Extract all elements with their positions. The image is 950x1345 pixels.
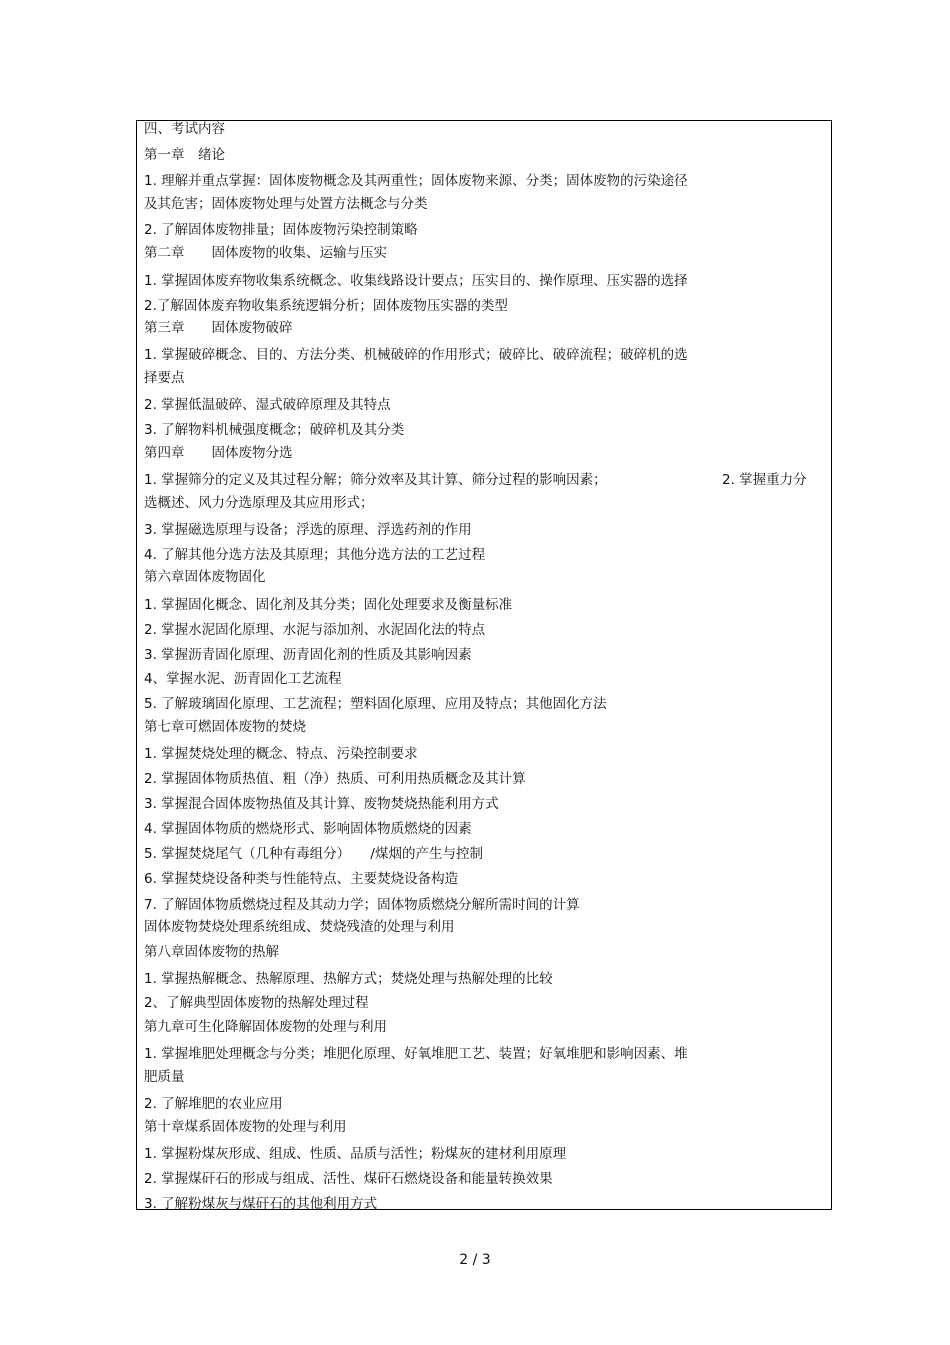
chapter-3-title: 第三章 固体废物破碎: [144, 320, 293, 336]
chapter-7-item-4: 4. 掌握固体物质的燃烧形式、影响固体物质燃烧的因素: [144, 821, 472, 837]
chapter-9-title: 第九章可生化降解固体废物的处理与利用: [144, 1019, 387, 1035]
chapter-4-item-3: 3. 掌握磁选原理与设备；浮选的原理、浮选药剂的作用: [144, 522, 472, 538]
chapter-4-item-2-cont: 选概述、风力分选原理及其应用形式；: [144, 495, 374, 511]
chapter-9-item-2: 2. 了解堆肥的农业应用: [144, 1096, 283, 1112]
chapter-2-title: 第二章 固体废物的收集、运输与压实: [144, 245, 387, 261]
chapter-1-item-1: 1. 理解并重点掌握：固体废物概念及其两重性；固体废物来源、分类；固体废物的污染途径: [144, 173, 688, 189]
chapter-7-item-7-cont: 固体废物焚烧处理系统组成、焚烧残渣的处理与利用: [144, 919, 455, 935]
chapter-7-item-1: 1. 掌握焚烧处理的概念、特点、污染控制要求: [144, 746, 418, 762]
chapter-8-item-2: 2、了解典型固体废物的热解处理过程: [144, 995, 369, 1011]
chapter-4-item-2-start: 2. 掌握重力分: [722, 472, 807, 488]
chapter-6-item-3: 3. 掌握沥青固化原理、沥青固化剂的性质及其影响因素: [144, 647, 472, 663]
chapter-7-item-5: 5. 掌握焚烧尾气（几种有毒组分） /煤烟的产生与控制: [144, 846, 483, 862]
page-number: 2 / 3: [459, 1252, 491, 1268]
chapter-2-item-1: 1. 掌握固体废弃物收集系统概念、收集线路设计要点；压实目的、操作原理、压实器的选择: [144, 273, 688, 289]
section-title: 四、考试内容: [144, 121, 225, 137]
chapter-7-item-7: 7. 了解固体物质燃烧过程及其动力学；固体物质燃烧分解所需时间的计算: [144, 897, 580, 913]
chapter-9-item-1: 1. 掌握堆肥处理概念与分类；堆肥化原理、好氧堆肥工艺、装置；好氧堆肥和影响因素、堆: [144, 1046, 688, 1062]
chapter-7-item-3: 3. 掌握混合固体废物热值及其计算、废物焚烧热能利用方式: [144, 796, 499, 812]
chapter-9-item-1-cont: 肥质量: [144, 1069, 185, 1085]
chapter-4-title: 第四章 固体废物分选: [144, 445, 293, 461]
chapter-4-item-1: 1. 掌握筛分的定义及其过程分解；筛分效率及其计算、筛分过程的影响因素；: [144, 472, 607, 488]
chapter-4-item-4: 4. 了解其他分选方法及其原理；其他分选方法的工艺过程: [144, 547, 486, 563]
chapter-1-item-1-cont: 及其危害；固体废物处理与处置方法概念与分类: [144, 196, 428, 212]
chapter-7-item-2: 2. 掌握固体物质热值、粗（净）热质、可利用热质概念及其计算: [144, 771, 526, 787]
chapter-6-title: 第六章固体废物固化: [144, 569, 266, 585]
chapter-8-item-1: 1. 掌握热解概念、热解原理、热解方式；焚烧处理与热解处理的比较: [144, 971, 553, 987]
chapter-7-item-6: 6. 掌握焚烧设备种类与性能特点、主要焚烧设备构造: [144, 871, 459, 887]
chapter-10-item-3: 3. 了解粉煤灰与煤矸石的其他利用方式: [144, 1196, 378, 1212]
chapter-8-title: 第八章固体废物的热解: [144, 944, 279, 960]
chapter-1-item-2: 2. 了解固体废物排量；固体废物污染控制策略: [144, 222, 418, 238]
chapter-3-item-3: 3. 了解物料机械强度概念；破碎机及其分类: [144, 422, 405, 438]
chapter-6-item-1: 1. 掌握固化概念、固化剂及其分类；固化处理要求及衡量标准: [144, 597, 513, 613]
chapter-3-item-1: 1. 掌握破碎概念、目的、方法分类、机械破碎的作用形式；破碎比、破碎流程；破碎机的选: [144, 347, 688, 363]
chapter-10-title: 第十章煤系固体废物的处理与利用: [144, 1119, 347, 1135]
chapter-6-item-4: 4、掌握水泥、沥青固化工艺流程: [144, 671, 342, 687]
chapter-6-item-2: 2. 掌握水泥固化原理、水泥与添加剂、水泥固化法的特点: [144, 622, 486, 638]
chapter-2-item-2: 2.了解固体废弃物收集系统逻辑分析；固体废物压实器的类型: [144, 298, 508, 314]
chapter-7-title: 第七章可燃固体废物的焚烧: [144, 719, 306, 735]
chapter-3-item-2: 2. 掌握低温破碎、湿式破碎原理及其特点: [144, 397, 391, 413]
chapter-10-item-2: 2. 掌握煤矸石的形成与组成、活性、煤矸石燃烧设备和能量转换效果: [144, 1171, 553, 1187]
chapter-3-item-1-cont: 择要点: [144, 370, 185, 386]
chapter-6-item-5: 5. 了解玻璃固化原理、工艺流程；塑料固化原理、应用及特点；其他固化方法: [144, 696, 607, 712]
chapter-10-item-1: 1. 掌握粉煤灰形成、组成、性质、品质与活性；粉煤灰的建材利用原理: [144, 1146, 567, 1162]
chapter-1-title: 第一章 绪论: [144, 147, 225, 163]
